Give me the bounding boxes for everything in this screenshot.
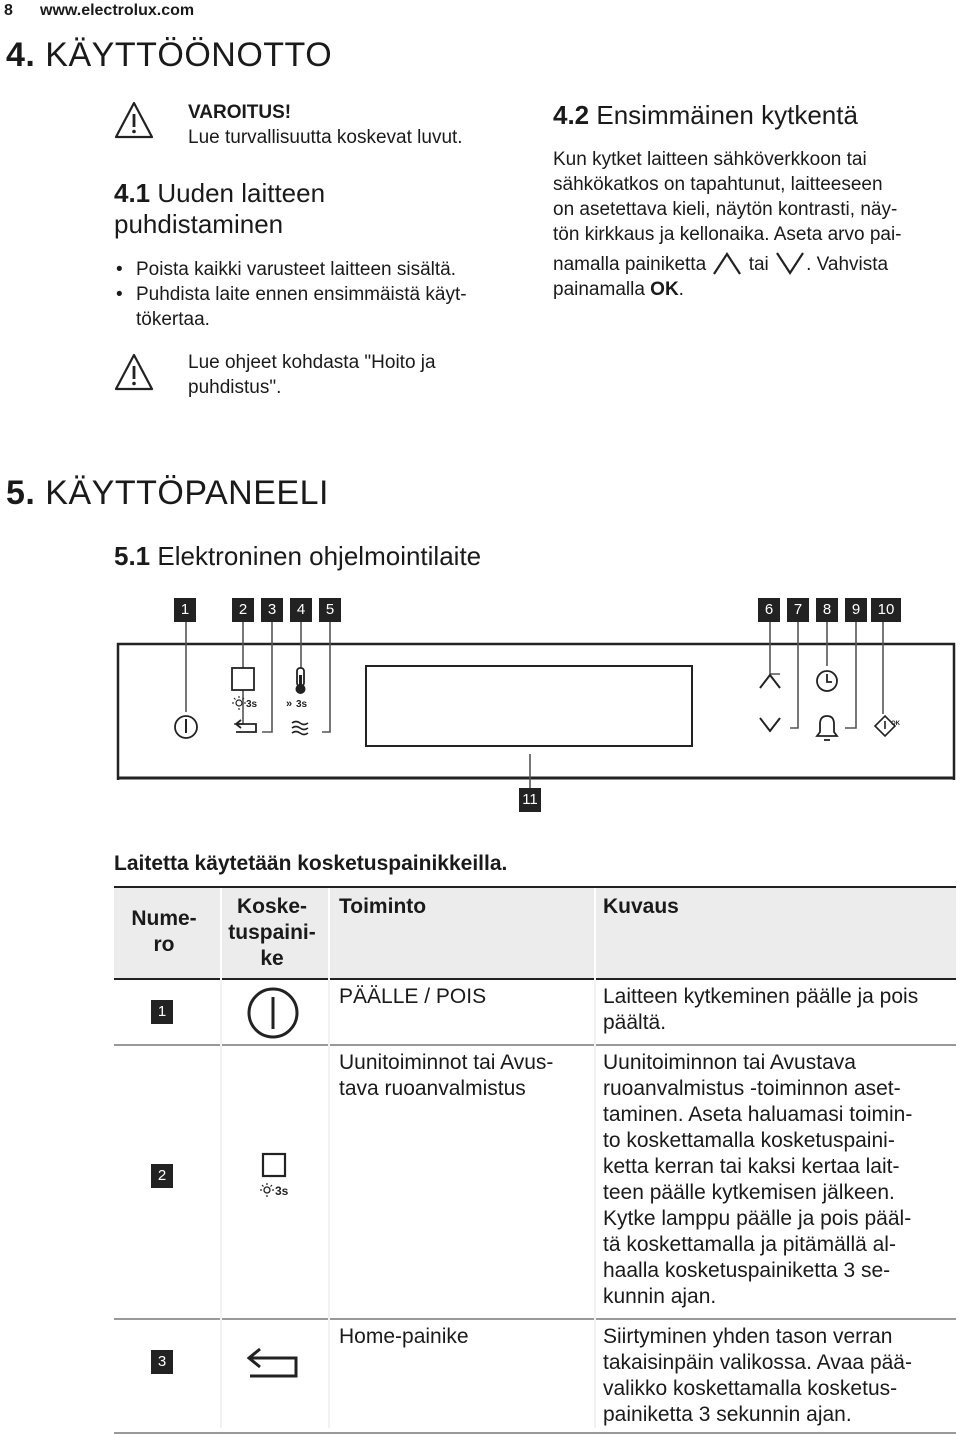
column-divider xyxy=(594,978,596,1428)
section-4-number: 4. xyxy=(6,36,36,74)
text-fragment: painamalla xyxy=(553,279,651,300)
table-row xyxy=(114,980,956,1046)
row-description: Laitteen kytkeminen päälle ja pois päältä. xyxy=(603,985,919,1034)
home-return-icon xyxy=(244,1344,304,1384)
text-line: Kun kytket laitteen sähköverkkoon tai xyxy=(553,149,867,170)
fast-heat-icon xyxy=(286,698,308,710)
section-5-number: 5. xyxy=(6,474,36,512)
text-fragment: namalla painiketta xyxy=(553,254,707,275)
text-line xyxy=(553,277,953,302)
subsection-4-2-text: Ensimmäinen kytkentä xyxy=(589,100,858,130)
table-row xyxy=(114,1046,956,1320)
subsection-4-2-title xyxy=(553,100,858,131)
power-button[interactable] xyxy=(175,716,197,738)
row-function: Home-painike xyxy=(339,1325,469,1348)
subsection-4-1-title xyxy=(114,178,325,240)
list-item xyxy=(114,282,534,332)
column-divider xyxy=(328,978,330,1428)
section-5-text: KÄYTTÖPANEELI xyxy=(35,474,329,512)
subsection-4-1-line2: puhdistaminen xyxy=(114,209,284,239)
column-divider xyxy=(220,978,222,1428)
row-description: Siirtyminen yhden tason verran takaisinpäin valikossa. Avaa pää- valikko koskettamalla kosketus- painiketta 3 sekunnin ajan. xyxy=(603,1325,912,1426)
chevron-up-icon xyxy=(711,250,743,276)
list-item-line: Puhdista laite ennen ensimmäistä käyt- xyxy=(136,284,467,305)
display xyxy=(366,666,692,746)
power-icon xyxy=(246,986,300,1040)
clock-button[interactable] xyxy=(817,671,837,691)
row-function: Uunitoiminnot tai Avus- tava ruoanvalmistus xyxy=(339,1051,554,1100)
heat-waves-button[interactable] xyxy=(292,722,308,735)
header-kuvaus: Kuvaus xyxy=(603,895,679,918)
header-kosketuspainike: Koske- tuspaini- ke xyxy=(228,895,316,970)
panel-intro: Laitetta käytetään kosketuspainikkeilla. xyxy=(114,852,508,875)
callout-1: 1 xyxy=(174,598,196,622)
subsection-4-1-line1: Uuden laitteen xyxy=(150,178,326,208)
temperature-button[interactable] xyxy=(296,668,306,694)
subsection-4-2-number: 4.2 xyxy=(553,100,590,130)
subsection-5-1-text: Elektroninen ohjelmointilaite xyxy=(150,541,482,571)
callout-5: 5 xyxy=(319,598,341,622)
callout-3: 3 xyxy=(261,598,283,622)
note-line: Lue ohjeet kohdasta "Hoito ja xyxy=(188,352,436,373)
callout-10: 10 xyxy=(871,598,901,622)
fast-heat-3s-label: 3s xyxy=(296,699,308,710)
page-number: 8 xyxy=(4,2,13,19)
ok-label: OK xyxy=(650,279,679,300)
control-panel-diagram xyxy=(110,620,960,792)
first-connection-text xyxy=(553,147,953,302)
callout-9: 9 xyxy=(845,598,867,622)
note-line: puhdistus". xyxy=(188,377,282,398)
list-item-line: tökertaa. xyxy=(136,309,210,330)
text-line: on asetettava kieli, näytön kontrasti, näy- xyxy=(553,199,898,220)
callout-4: 4 xyxy=(290,598,312,622)
callout-8: 8 xyxy=(816,598,838,622)
warning-icon xyxy=(114,100,154,140)
text-line: tön kirkkaus ja kellonaika. Aseta arvo pai- xyxy=(553,224,902,245)
header-numero: Nume- ro xyxy=(131,907,197,956)
text-fragment: . Vahvista xyxy=(806,254,889,275)
warning-title: VAROITUS! xyxy=(188,102,292,123)
lamp-icon xyxy=(232,696,258,710)
section-5-title xyxy=(6,474,329,513)
chevron-down-icon xyxy=(774,250,806,276)
text-fragment: tai xyxy=(743,254,775,275)
callout-11: 11 xyxy=(519,788,541,812)
icon-3s-label: 3s xyxy=(275,1184,289,1198)
callout-2: 2 xyxy=(232,598,254,622)
row-number: 1 xyxy=(151,1000,173,1024)
section-4-title xyxy=(6,36,332,75)
table-header xyxy=(114,886,956,978)
cleaning-list xyxy=(114,257,534,332)
subsection-5-1-number: 5.1 xyxy=(114,541,151,571)
callout-6: 6 xyxy=(758,598,780,622)
text-line: sähkökatkos on tapahtunut, laitteeseen xyxy=(553,174,883,195)
row-description: Uunitoiminnon tai Avustava ruoanvalmistus -toiminnon aset- taminen. Aseta haluamasi toimin- to koskettamalla kosketuspaini- ketta kerran tai kaksi kertaa lait- teen päälle kytkemisen jälkeen. Kytke lamppu päälle ja pois pääl- tä koskettamalla ja pitämällä al- haalla kosketuspainiketta 3 se- kunnin ajan. xyxy=(603,1051,913,1308)
svg-text:»: » xyxy=(286,698,293,710)
warning-block xyxy=(188,100,463,150)
text-fragment: . xyxy=(678,279,684,300)
down-button[interactable] xyxy=(760,718,780,731)
website-link[interactable]: www.electrolux.com xyxy=(40,2,195,19)
row-number: 3 xyxy=(151,1350,173,1374)
buttons-table xyxy=(114,886,956,1434)
lamp-3s-label: 3s xyxy=(246,699,258,710)
ok-button[interactable] xyxy=(875,716,901,736)
callout-7: 7 xyxy=(787,598,809,622)
row-number: 2 xyxy=(151,1164,173,1188)
warning-text: Lue turvallisuutta koskevat luvut. xyxy=(188,127,463,148)
home-button[interactable] xyxy=(236,720,256,732)
oven-functions-button[interactable] xyxy=(232,668,254,690)
row-function: PÄÄLLE / POIS xyxy=(339,985,487,1008)
subsection-5-1-title xyxy=(114,541,481,572)
warning-icon xyxy=(114,352,154,392)
list-item: • Poista kaikki varusteet laitteen sisältä. xyxy=(114,257,534,282)
header-toiminto: Toiminto xyxy=(339,895,427,918)
square-lamp-icon xyxy=(254,1150,304,1200)
subsection-4-1-number: 4.1 xyxy=(114,178,151,208)
note-block xyxy=(188,350,436,400)
up-button[interactable] xyxy=(760,675,780,688)
section-4-text: KÄYTTÖÖNOTTO xyxy=(35,36,333,74)
table-row xyxy=(114,1320,956,1434)
ok-panel-label: OK xyxy=(891,721,900,727)
timer-bell-button[interactable] xyxy=(817,716,837,740)
text-line xyxy=(553,250,953,277)
